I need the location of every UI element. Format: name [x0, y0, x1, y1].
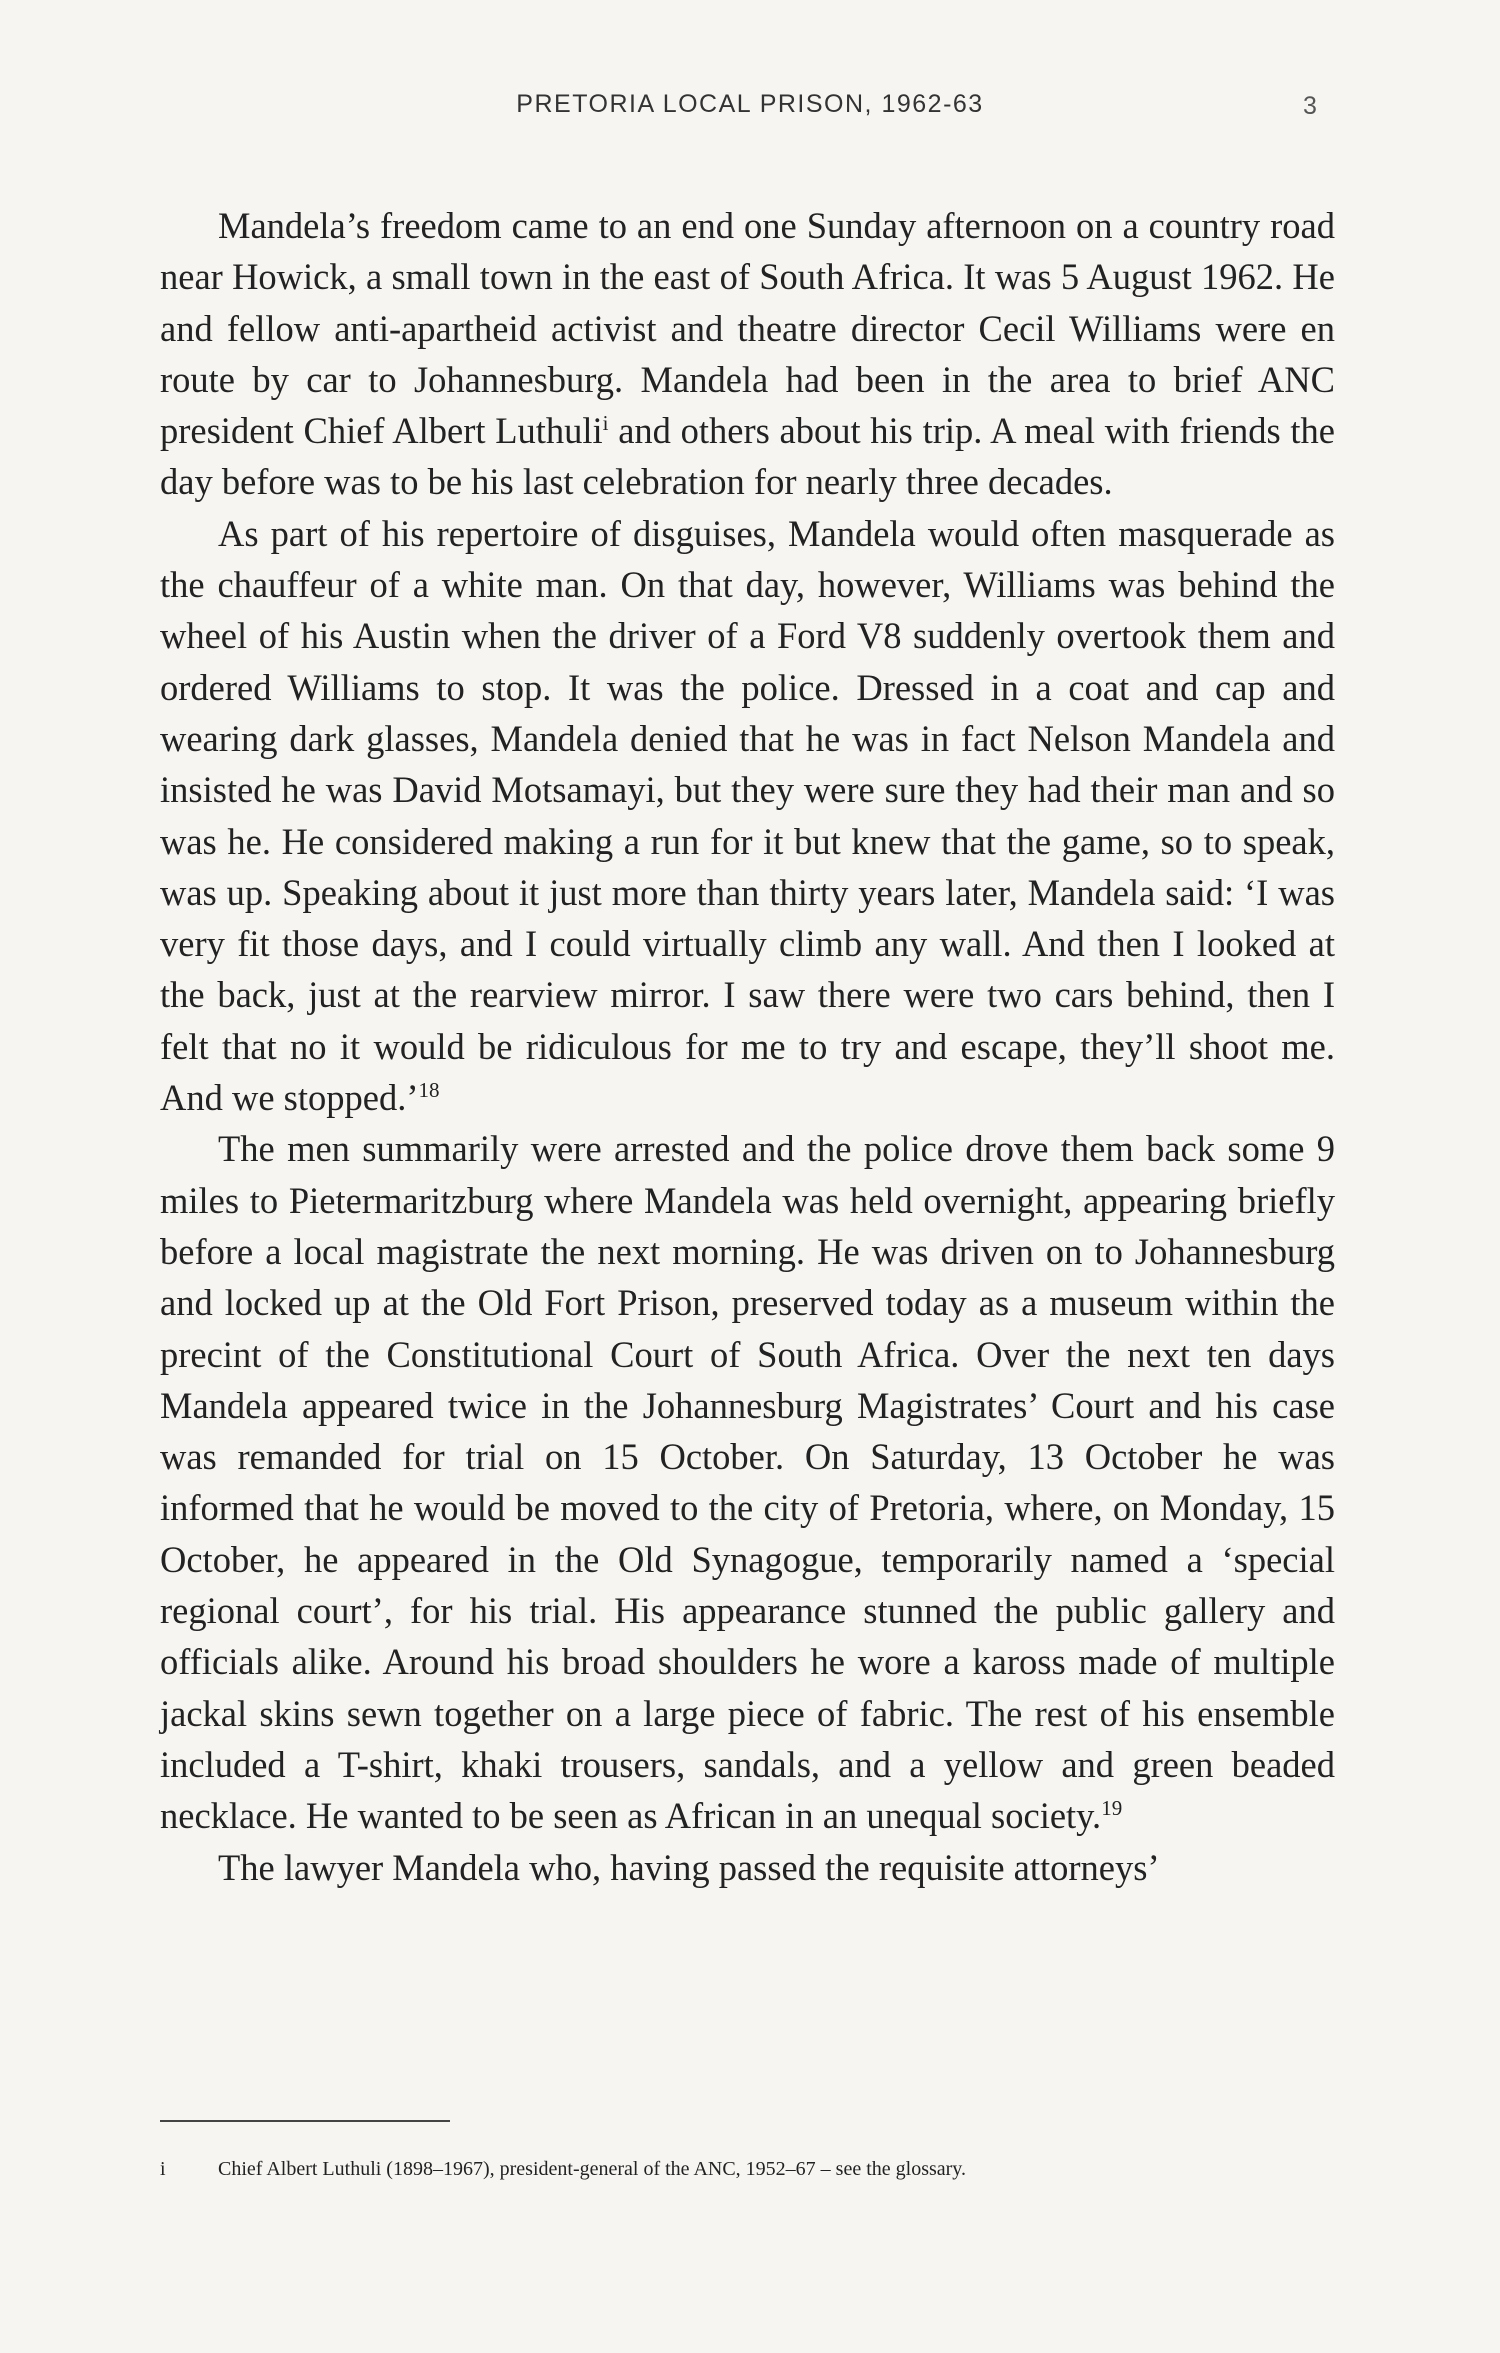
body-text: [160, 200, 1335, 1893]
paragraph-1-text-b: and others about his trip. A meal with friends the day before was to be his last celebration for nearly three decades.: [160, 410, 1335, 503]
page-number: 3: [1303, 92, 1317, 120]
paragraph-2: [160, 508, 1335, 1124]
paragraph-1: [160, 200, 1335, 508]
footnote-divider: [160, 2120, 450, 2122]
endnote-ref-18[interactable]: 18: [418, 1077, 440, 1102]
paragraph-3-text: The men summarily were arrested and the police drove them back some 9 miles to Pietermaritzburg where Mandela was held overnight, appearing briefly before a local magistrate the next morning. He was driven on to Johannesburg and locked up at the Old Fort Prison, preserved today as a museum within the precint of the Constitutional Court of South Africa. Over the next ten days Mandela appeared twice in the Johannesburg Magistrates’ Court and his case was remanded for trial on 15 October. On Saturday, 13 October he was informed that he would be moved to the city of Pretoria, where, on Monday, 15 October, he appeared in the Old Synagogue, temporarily named a ‘special regional court’, for his trial. His appearance stunned the public gallery and officials alike. Around his broad shoulders he wore a kaross made of multiple jackal skins sewn together on a large piece of fabric. The rest of his ensemble included a T-shirt, khaki trousers, sandals, and a yellow and green beaded necklace. He wanted to be seen as African in an unequal society.: [160, 1128, 1335, 1837]
endnote-ref-19[interactable]: 19: [1101, 1796, 1123, 1821]
footnote-ref-i[interactable]: i: [602, 411, 609, 436]
paragraph-4: [160, 1842, 1335, 1893]
footnote-text: Chief Albert Luthuli (1898–1967), president-general of the ANC, 1952–67 – see the glossary.: [218, 2158, 966, 2180]
footnote-i: [160, 2158, 1360, 2181]
paragraph-2-text: As part of his repertoire of disguises, Mandela would often masquerade as the chauffeur of a white man. On that day, however, Williams was behind the wheel of his Austin when the driver of a Ford V8 suddenly overtook them and ordered Williams to stop. It was the police. Dressed in a coat and cap and wearing dark glasses, Mandela denied that he was in fact Nelson Mandela and insisted he was David Motsamayi, but they were sure they had their man and so was he. He considered making a run for it but knew that the game, so to speak, was up. Speaking about it just more than thirty years later, Mandela said: ‘I was very fit those days, and I could virtually climb any wall. And then I looked at the back, just at the rearview mirror. I saw there were two cars behind, then I felt that no it would be ridiculous for me to try and escape, they’ll shoot me. And we stopped.’: [160, 512, 1335, 1119]
paragraph-3: [160, 1123, 1335, 1841]
paragraph-4-text: The lawyer Mandela who, having passed the requisite attorneys’: [218, 1846, 1160, 1888]
running-head: PRETORIA LOCAL PRISON, 1962-63: [516, 90, 984, 118]
paragraph-1-text-a: Mandela’s freedom came to an end one Sunday afternoon on a country road near Howick, a small town in the east of South Africa. It was 5 August 1962. He and fellow anti-apartheid activist and theatre director Cecil Williams were en route by car to Johannesburg. Mandela had been in the area to brief ANC president Chief Albert Luthuli: [160, 205, 1335, 452]
footnote-marker: i: [160, 2158, 166, 2180]
